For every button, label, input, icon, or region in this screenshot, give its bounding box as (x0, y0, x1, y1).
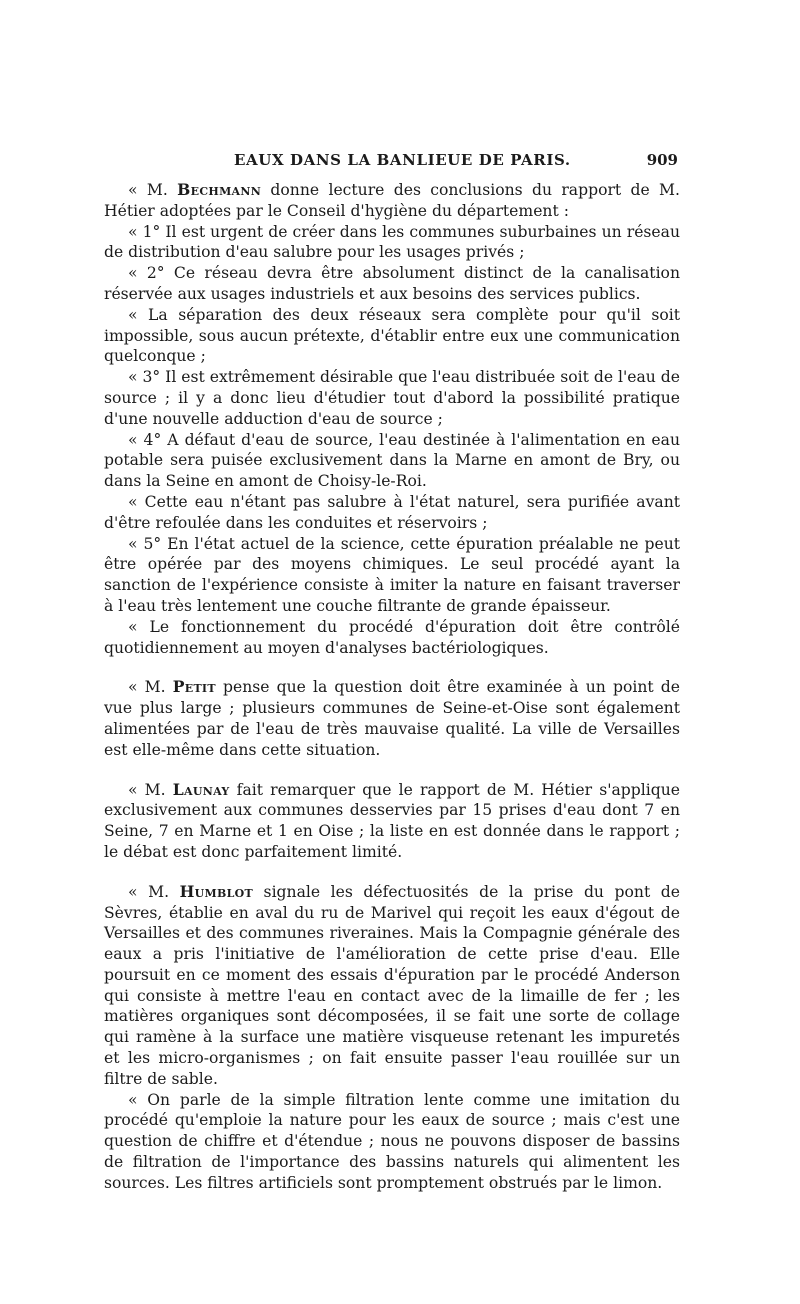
speaker-name: Bechmann (177, 180, 262, 199)
paragraph: « On parle de la simple filtration lente comme une imitation du procédé qu'emploie la nature pour les eaux de source ; mais c'est une question de chiffre et d'étendue ; nous ne pouvons disposer de bassins de filtration de l'importance des bassins naturels qui alimentent les sources. Les filtres artificiels sont promptement obstrués par le limon. (104, 1090, 680, 1192)
running-title: EAUX DANS LA BANLIEUE DE PARIS. (234, 151, 571, 169)
paragraph: « 4° A défaut d'eau de source, l'eau destinée à l'alimentation en eau potable sera puisée exclusivement dans la Marne en amont de Bry, ou dans la Seine en amont de Choisy-le-Roi. (104, 430, 680, 491)
paragraph: « M. Launay fait remarquer que le rapport de M. Hétier s'applique exclusivement aux communes desservies par 15 prises d'eau dont 7 en Seine, 7 en Marne et 1 en Oise ; la liste en est donnée dans le rapport ; le débat est donc parfaitement limité. (104, 779, 680, 861)
body-text (104, 180, 680, 1194)
paragraph: « 5° En l'état actuel de la science, cette épuration préalable ne peut être opérée par des moyens chimiques. Le seul procédé ayant la sanction de l'expérience consiste à imiter la nature en faisant traverser à l'eau très lentement une couche filtrante de grande épaisseur. (104, 534, 680, 615)
page-number: 909 (646, 151, 678, 169)
paragraph: « 3° Il est extrêmement désirable que l'eau distribuée soit de l'eau de source ; il y a donc lieu d'étudier tout d'abord la possibilité pratique d'une nouvelle adduction d'eau de source ; (104, 368, 681, 428)
paragraph: « Le fonctionnement du procédé d'épuration doit être contrôlé quotidiennement au moyen d'analyses bactériologiques. (104, 617, 680, 657)
paragraph: « 1° Il est urgent de créer dans les communes suburbaines un réseau de distribution d'eau salubre pour les usages privés ; (104, 222, 680, 262)
paragraph: « M. Petit pense que la question doit être examinée à un point de vue plus large ; plusieurs communes de Seine-et-Oise sont également alimentées par de l'eau de très mauvaise qualité. La ville de Versailles est elle-même dans cette situation. (104, 677, 680, 759)
paragraph: « 2° Ce réseau devra être absolument distinct de la canalisation réservée aux usages industriels et aux besoins des services publics. (104, 264, 680, 303)
paragraph: « La séparation des deux réseaux sera complète pour qu'il soit impossible, sous aucun prétexte, d'établir entre eux une communication quelconque ; (104, 305, 680, 366)
speaker-name: Petit (172, 677, 216, 697)
speaker-name: Launay (172, 779, 230, 799)
paragraph: « Cette eau n'étant pas salubre à l'état naturel, sera purifiée avant d'être refoulée dans les conduites et réservoirs ; (104, 492, 680, 532)
paragraph: « M. Humblot signale les défectuosités de la prise du pont de Sèvres, établie en aval du ru de Marivel qui reçoit les eaux d'égout de Versailles et des communes riveraines. Mais la Compagnie générale des eaux a pris l'initiative de l'amélioration de cette prise d'eau. Elle poursuit en ce moment des essais d'épuration par le procédé Anderson qui consiste à mettre l'eau en contact avec de la limaille de fer ; les matières organiques sont décomposées, il se fait une sorte de collage qui ramène à la surface une matière visqueuse retenant les impuretés et les micro-organismes ; on fait ensuite passer l'eau rouillée sur un filtre de sable. (104, 881, 680, 1088)
book-page (104, 150, 680, 1194)
running-head (104, 150, 680, 174)
speaker-name: Humblot (179, 881, 253, 901)
paragraph: « M. Bechmann donne lecture des conclusions du rapport de M. Hétier adoptées par le Conseil d'hygiène du département : (104, 180, 680, 220)
